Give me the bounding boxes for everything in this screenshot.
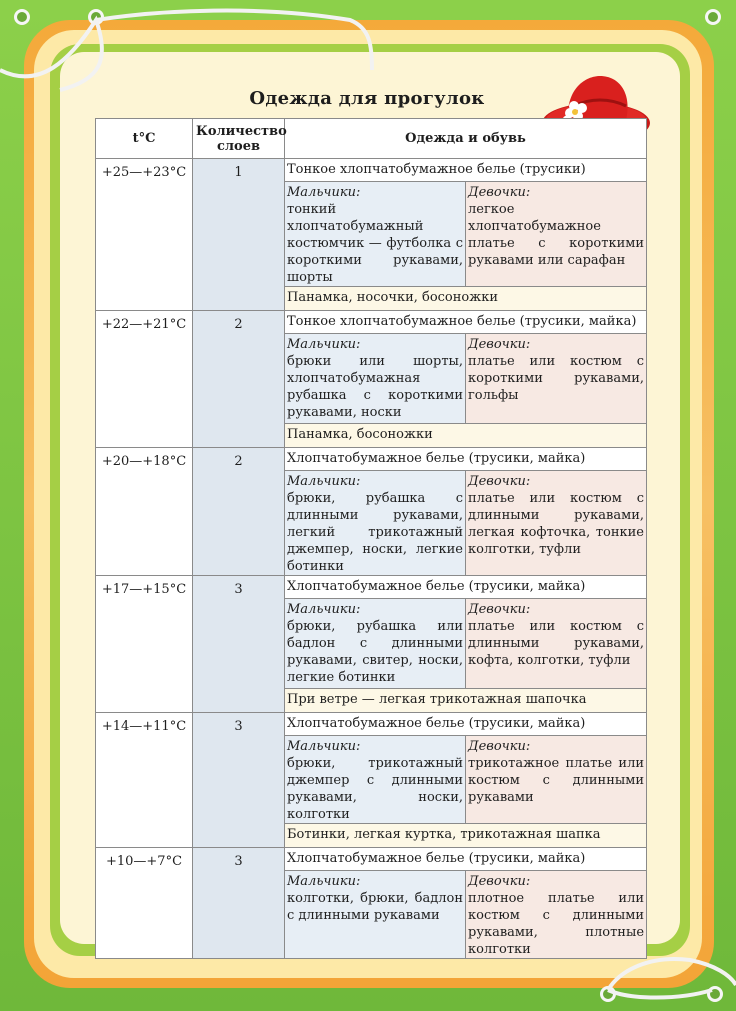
layers-cell: 3 xyxy=(193,576,285,713)
girls-cell xyxy=(466,182,647,287)
header-layers: Количество слоев xyxy=(193,119,285,159)
boys-label: Мальчики: xyxy=(287,602,361,617)
girls-text: платье или костюм с короткими рукавами, гольфы xyxy=(468,354,645,403)
boys-label: Мальчики: xyxy=(287,739,361,754)
boys-label: Мальчики: xyxy=(287,185,361,200)
boys-text: брюки, рубашка с длинными рукавами, легкий трикотажный джемпер, носки, легкие ботинки xyxy=(287,491,463,574)
underwear-cell: Хлопчатобумажное белье (трусики, майка) xyxy=(285,713,647,736)
boys-text: брюки или шорты, хлопчатобумажная рубашка с короткими рукавами, носки xyxy=(287,354,463,420)
table-row xyxy=(96,576,647,599)
layers-cell: 2 xyxy=(193,448,285,576)
girls-text: легкое хлопчатобумажное платье с короткими рукавами или сарафан xyxy=(468,202,645,268)
girls-cell xyxy=(466,599,647,689)
table-row xyxy=(96,448,647,471)
girls-text: трикотажное платье или костюм с длинными рукавами xyxy=(468,756,645,805)
pin-icon xyxy=(600,986,616,1002)
boys-label: Мальчики: xyxy=(287,474,361,489)
boys-text: тонкий хлопчатобумажный костюмчик — футболка с короткими рукавами, шорты xyxy=(287,202,463,285)
table-row xyxy=(96,848,647,871)
page-title: Одежда для прогулок xyxy=(249,88,485,109)
boys-cell xyxy=(285,471,466,576)
underwear-cell: Хлопчатобумажное белье (трусики, майка) xyxy=(285,848,647,871)
boys-label: Мальчики: xyxy=(287,874,361,889)
girls-text: платье или костюм с длинными рукавами, кофта, колготки, туфли xyxy=(468,619,645,668)
layers-cell: 3 xyxy=(193,848,285,959)
boys-cell xyxy=(285,871,466,959)
underwear-cell: Тонкое хлопчатобумажное белье (трусики, майка) xyxy=(285,311,647,334)
layers-cell: 2 xyxy=(193,311,285,448)
temp-cell: +20—+18°C xyxy=(96,448,193,576)
pin-icon xyxy=(707,986,723,1002)
header-clothes: Одежда и обувь xyxy=(285,119,647,159)
pin-icon xyxy=(88,9,104,25)
table-row xyxy=(96,713,647,736)
boys-cell xyxy=(285,334,466,424)
header-temp: t°C xyxy=(96,119,193,159)
table-row xyxy=(96,311,647,334)
boys-text: брюки, рубашка или бадлон с длинными рукавами, свитер, носки, легкие ботинки xyxy=(287,619,463,685)
temp-cell: +25—+23°C xyxy=(96,159,193,311)
extra-cell: Ботинки, легкая куртка, трикотажная шапка xyxy=(285,824,647,848)
extra-cell: Панамка, босоножки xyxy=(285,424,647,448)
boys-text: брюки, трикотажный джемпер с длинными рукавами, носки, колготки xyxy=(287,756,463,822)
underwear-cell: Хлопчатобумажное белье (трусики, майка) xyxy=(285,448,647,471)
underwear-cell: Тонкое хлопчатобумажное белье (трусики) xyxy=(285,159,647,182)
girls-label: Девочки: xyxy=(468,874,531,889)
boys-label: Мальчики: xyxy=(287,337,361,352)
temp-cell: +22—+21°C xyxy=(96,311,193,448)
extra-cell: Панамка, носочки, босоножки xyxy=(285,287,647,311)
girls-cell xyxy=(466,736,647,824)
boys-cell xyxy=(285,599,466,689)
table-header xyxy=(96,119,647,159)
girls-text: платье или костюм с длинными рукавами, легкая кофточка, тонкие колготки, туфли xyxy=(468,491,645,557)
girls-cell xyxy=(466,471,647,576)
temp-cell: +10—+7°C xyxy=(96,848,193,959)
temp-cell: +17—+15°C xyxy=(96,576,193,713)
layers-cell: 1 xyxy=(193,159,285,311)
girls-label: Девочки: xyxy=(468,185,531,200)
pin-icon xyxy=(14,9,30,25)
girls-cell xyxy=(466,871,647,959)
extra-cell: При ветре — легкая трикотажная шапочка xyxy=(285,689,647,713)
temp-cell: +14—+11°C xyxy=(96,713,193,848)
boys-cell xyxy=(285,736,466,824)
girls-label: Девочки: xyxy=(468,474,531,489)
girls-label: Девочки: xyxy=(468,739,531,754)
girls-label: Девочки: xyxy=(468,602,531,617)
clothing-table xyxy=(95,118,647,959)
boys-text: колготки, брюки, бадлон с длинными рукавами xyxy=(287,891,463,923)
boys-cell xyxy=(285,182,466,287)
layers-cell: 3 xyxy=(193,713,285,848)
table-row xyxy=(96,159,647,182)
underwear-cell: Хлопчатобумажное белье (трусики, майка) xyxy=(285,576,647,599)
girls-label: Девочки: xyxy=(468,337,531,352)
pin-icon xyxy=(705,9,721,25)
girls-text: плотное платье или костюм с длинными рукавами, плотные колготки xyxy=(468,891,645,957)
girls-cell xyxy=(466,334,647,424)
